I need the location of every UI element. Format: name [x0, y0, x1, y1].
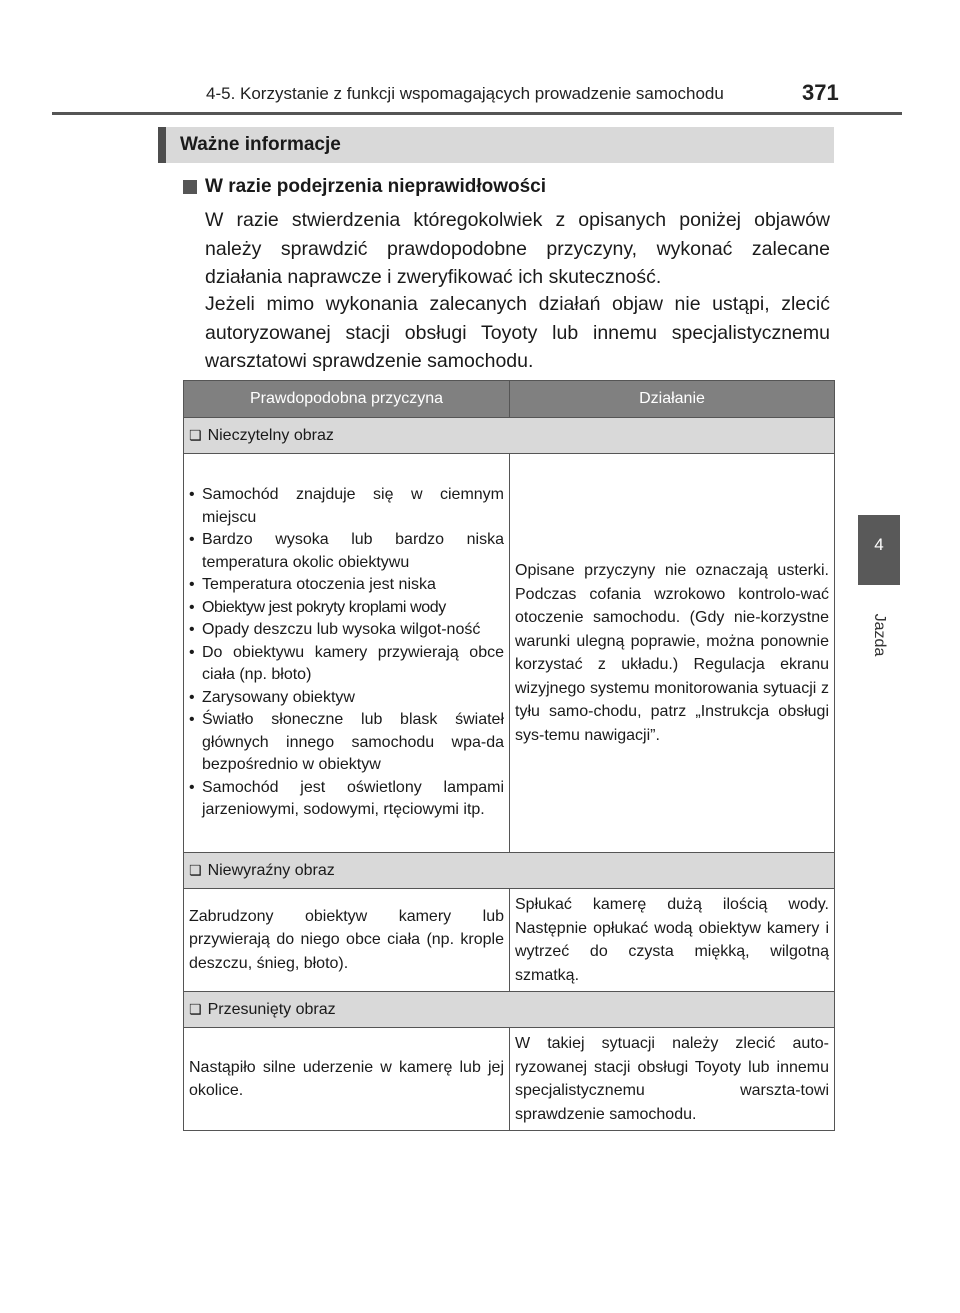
- category-row: [184, 853, 835, 889]
- cause-cell: [184, 454, 510, 853]
- section-path: 4-5. Korzystanie z funkcji wspomagających prowadzenie samochodu: [206, 84, 724, 103]
- cause-list: [189, 484, 504, 822]
- table-row: [184, 889, 835, 992]
- paragraph-2: Jeżeli mimo wykonania zalecanych działań objaw nie ustąpi, zlecić autoryzowanej stacji obsługi Toyoty lub innemu specjalistycznemu warsztatowi sprawdzenie samochodu.: [205, 293, 830, 372]
- cause-cell: [184, 889, 510, 992]
- section-heading: [183, 176, 546, 198]
- page-number: 371: [802, 80, 839, 105]
- category-cell: [184, 992, 835, 1028]
- chapter-tab: [858, 515, 900, 585]
- info-box: [158, 127, 834, 163]
- square-bullet-icon: [183, 180, 197, 194]
- table-row: [184, 1028, 835, 1131]
- checkbox-icon: ❏: [189, 1001, 202, 1017]
- action-cell: [510, 454, 835, 853]
- action-text: Spłukać kamerę dużą ilością wody. Następnie opłukać wodą obiektyw kamery i wytrzeć do czysta miękką, wilgotną szmatką.: [515, 896, 829, 984]
- category-label: Niewyraźny obraz: [207, 861, 335, 879]
- table-header-row: [184, 381, 835, 418]
- cause-text: Nastąpiło silne uderzenie w kamerę lub jej okolice.: [189, 1058, 504, 1099]
- list-item: • Bardzo wysoka lub bardzo niska temperatura okolic obiektywu: [189, 529, 504, 574]
- category-label: Nieczytelny obraz: [207, 426, 334, 444]
- category-label: Przesunięty obraz: [207, 1000, 336, 1018]
- action-text: W takiej sytuacji należy zlecić auto-ryzowanej stacji obsługi Toyoty lub innemu specjalistycznemu warszta-towi sprawdzenie samochodu.: [515, 1035, 829, 1123]
- action-cell: [510, 889, 835, 992]
- category-cell: [184, 853, 835, 889]
- checkbox-icon: ❏: [189, 427, 202, 443]
- action-text: Opisane przyczyny nie oznaczają usterki. Podczas cofania wzrokowo kontrolo-wać otoczenie samochodu. (Gdy nie-korzystne warunki ulegną poprawie, można ponownie korzystać z układu.) Regulacja ekranu wizyjnego systemu monitorowania sytuacji z tyłu samo-chodu, patrz „Instrukcja obsługi sys-temu nawigacji”.: [515, 562, 829, 744]
- header-action: Działanie: [510, 381, 835, 418]
- paragraph-1: W razie stwierdzenia któregokolwiek z opisanych poniżej objawów należy sprawdzić prawdopodobne przyczyny, wykonać zalecane działania naprawcze i zweryfikować ich skuteczność.: [205, 209, 830, 288]
- section-heading-text: W razie podejrzenia nieprawidłowości: [205, 176, 547, 197]
- action-cell: [510, 1028, 835, 1131]
- list-item: • Samochód znajduje się w ciemnym miejscu: [189, 484, 504, 529]
- list-item: • Światło słoneczne lub blask świateł głównych innego samochodu wpa-da bezpośrednio w obiektyw: [189, 709, 504, 777]
- header-rule: [52, 112, 902, 115]
- checkbox-icon: ❏: [189, 862, 202, 878]
- cause-cell: [184, 1028, 510, 1131]
- list-item: • Samochód jest oświetlony lampami jarzeniowymi, sodowymi, rtęciowymi itp.: [189, 777, 504, 822]
- category-row: [184, 418, 835, 454]
- page-header: [0, 0, 960, 120]
- chapter-number: 4: [874, 535, 884, 554]
- category-row: [184, 992, 835, 1028]
- list-item: • Opady deszczu lub wysoka wilgot-ność: [189, 619, 504, 642]
- list-item: • Obiektyw jest pokryty kroplami wody: [189, 597, 504, 620]
- header-cause: Prawdopodobna przyczyna: [184, 381, 510, 418]
- list-item: • Temperatura otoczenia jest niska: [189, 574, 504, 597]
- troubleshooting-table: [183, 380, 835, 1131]
- chapter-label: Jazda: [871, 613, 888, 657]
- category-cell: [184, 418, 835, 454]
- table-row: [184, 454, 835, 853]
- list-item: • Do obiektywu kamery przywierają obce ciała (np. błoto): [189, 642, 504, 687]
- list-item: • Zarysowany obiektyw: [189, 687, 504, 710]
- cause-text: Zabrudzony obiektyw kamery lub przywierają do niego obce ciała (np. krople deszczu, śnieg, błoto).: [189, 907, 504, 972]
- info-box-title: Ważne informacje: [180, 134, 341, 155]
